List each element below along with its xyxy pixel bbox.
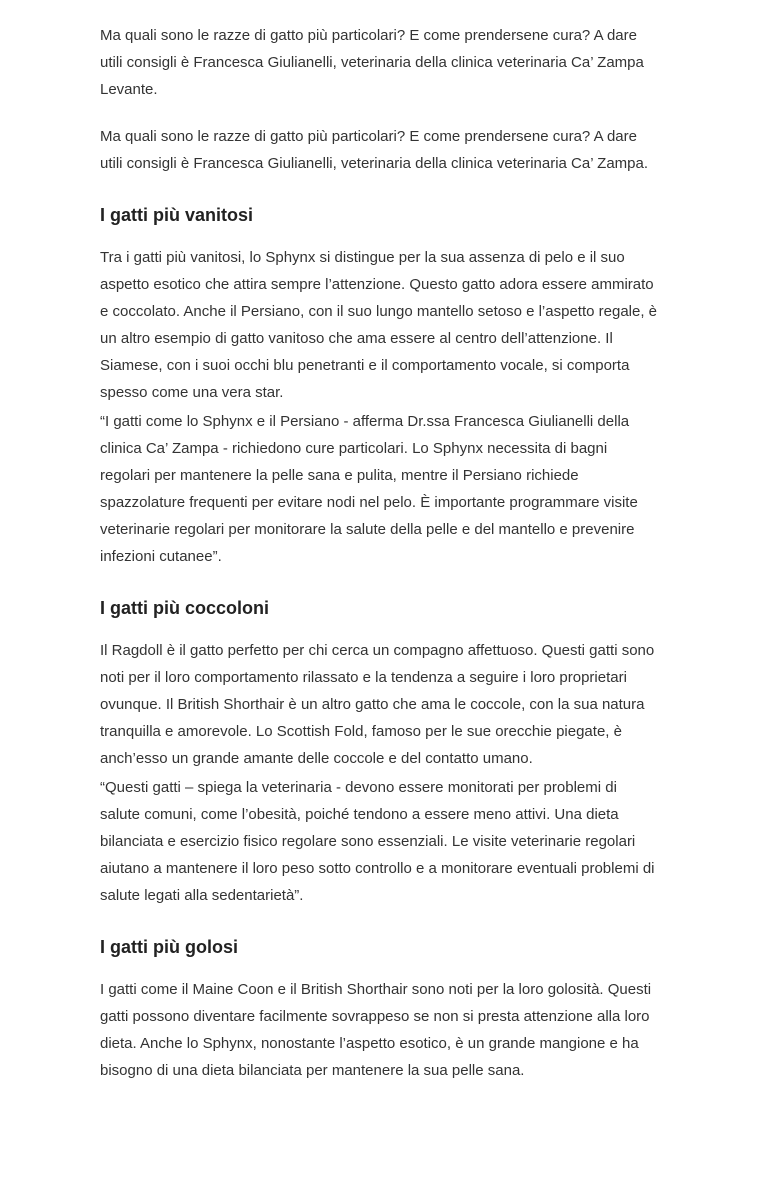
article-body	[100, 22, 660, 1084]
section-paragraph-coccoloni: Il Ragdoll è il gatto perfetto per chi cerca un compagno affettuoso. Questi gatti sono noti per il loro comportamento rilassato e la tendenza a seguire i loro proprietari ovunque. Il British Shorthair è un altro gatto che ama le coccole, con la sua natura tranquilla e amorevole. Lo Scottish Fold, famoso per le sue orecchie piegate, è anch’esso un grande amante delle coccole e del contatto umano.	[100, 642, 655, 767]
section-quote-coccoloni: “Questi gatti – spiega la veterinaria - devono essere monitorati per problemi di salute comuni, come l’obesità, poiché tendono a essere meno attivi. Una dieta bilanciata e esercizio fisico regolare sono essenziali. Le visite veterinarie regolari aiutano a mantenere il loro peso sotto controllo e a monitorare eventuali problemi di salute legati alla sedentarietà”.	[100, 779, 655, 904]
intro-paragraph: Ma quali sono le razze di gatto più particolari? E come prendersene cura? A dare utili consigli è Francesca Giulianelli, veterinaria della clinica veterinaria Ca’ Zampa Levante.	[100, 27, 644, 98]
intro-paragraph-repeat: Ma quali sono le razze di gatto più particolari? E come prendersene cura? A dare utili consigli è Francesca Giulianelli, veterinaria della clinica veterinaria Ca’ Zampa.	[100, 128, 649, 172]
section-heading-vanitosi: I gatti più vanitosi	[100, 205, 254, 225]
section-paragraph-golosi: I gatti come il Maine Coon e il British Shorthair sono noti per la loro golosità. Questi gatti possono diventare facilmente sovrappeso se non si presta attenzione alla loro dieta. Anche lo Sphynx, nonostante l’aspetto esotico, è un grande mangione e ha bisogno di una dieta bilanciata per mantenere la sua pelle sana.	[100, 981, 652, 1079]
section-heading-golosi: I gatti più golosi	[100, 937, 238, 957]
section-heading-coccoloni: I gatti più coccoloni	[100, 598, 270, 618]
section-quote-vanitosi: “I gatti come lo Sphynx e il Persiano - afferma Dr.ssa Francesca Giulianelli della clinica Ca’ Zampa - richiedono cure particolari. Lo Sphynx necessita di bagni regolari per mantenere la pelle sana e pulita, mentre il Persiano richiede spazzolature frequenti per evitare nodi nel pelo. È importante programmare visite veterinarie regolari per monitorare la salute della pelle e del mantello e prevenire infezioni cutanee”.	[100, 413, 638, 565]
section-paragraph-vanitosi: Tra i gatti più vanitosi, lo Sphynx si distingue per la sua assenza di pelo e il suo aspetto esotico che attira sempre l’attenzione. Questo gatto adora essere ammirato e coccolato. Anche il Persiano, con il suo lungo mantello setoso e l’aspetto regale, è un altro esempio di gatto vanitoso che ama essere al centro dell’attenzione. Il Siamese, con i suoi occhi blu penetranti e il comportamento vocale, si comporta spesso come una vera star.	[100, 249, 658, 401]
